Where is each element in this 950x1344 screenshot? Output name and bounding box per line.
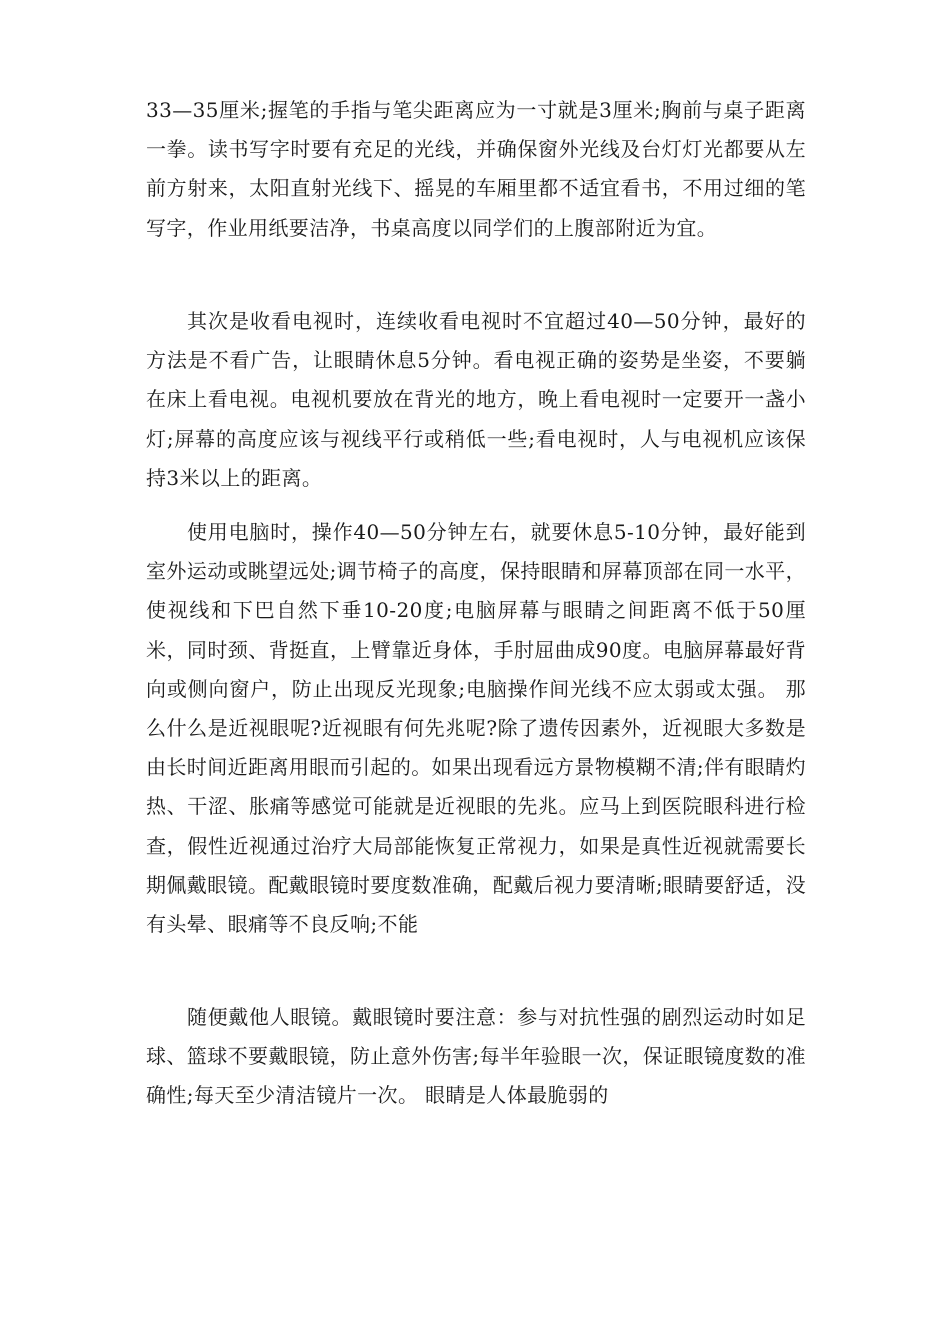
paragraph-reading-posture: 33—35厘米;握笔的手指与笔尖距离应为一寸就是3厘米;胸前与桌子距离一拳。读书写字时要有充足的光线，并确保窗外光线及台灯灯光都要从左前方射来，太阳直射光线下、摇晃的车厢里都不适宜看书，不用过细的笔写字，作业用纸要洁净，书桌高度以同学们的上腹部附近为宜。 [146,98,806,240]
paragraph-using-computer: 使用电脑时，操作40—50分钟左右，就要休息5-10分钟，最好能到室外运动或眺望远处;调节椅子的高度，保持眼睛和屏幕顶部在同一水平，使视线和下巴自然下垂10-20度;电脑屏幕与眼睛之间距离不低于50厘米，同时颈、背挺直，上臂靠近身体，手肘屈曲成90度。电脑屏幕最好背向或侧向窗户，防止出现反光现象;电脑操作间光线不应太弱或太强。 那么什么是近视眼呢?近视眼有何先兆呢?除了遗传因素外，近视眼大多数是由长时间近距离用眼而引起的。如果出现看远方景物模糊不清;伴有眼睛灼热、干涩、胀痛等感觉可能就是近视眼的先兆。应马上到医院眼科进行检查，假性近视通过治疗大局部能恢复正常视力，如果是真性近视就需要长期佩戴眼镜。配戴眼镜时要度数准确，配戴后视力要清晰;眼睛要舒适，没有头晕、眼痛等不良反响;不能 [146,520,806,937]
paragraph-wearing-glasses: 随便戴他人眼镜。戴眼镜时要注意：参与对抗性强的剧烈运动时如足球、篮球不要戴眼镜，防止意外伤害;每半年验眼一次，保证眼镜度数的准确性;每天至少清洁镜片一次。 眼睛是人体最脆弱的 [146,1005,806,1108]
paragraph-watching-tv: 其次是收看电视时，连续收看电视时不宜超过40—50分钟，最好的方法是不看广告，让眼睛休息5分钟。看电视正确的姿势是坐姿，不要躺在床上看电视。电视机要放在背光的地方，晚上看电视时一定要开一盏小灯;屏幕的高度应该与视线平行或稍低一些;看电视时，人与电视机应该保持3米以上的距离。 [146,309,806,490]
document-body [146,91,806,1116]
